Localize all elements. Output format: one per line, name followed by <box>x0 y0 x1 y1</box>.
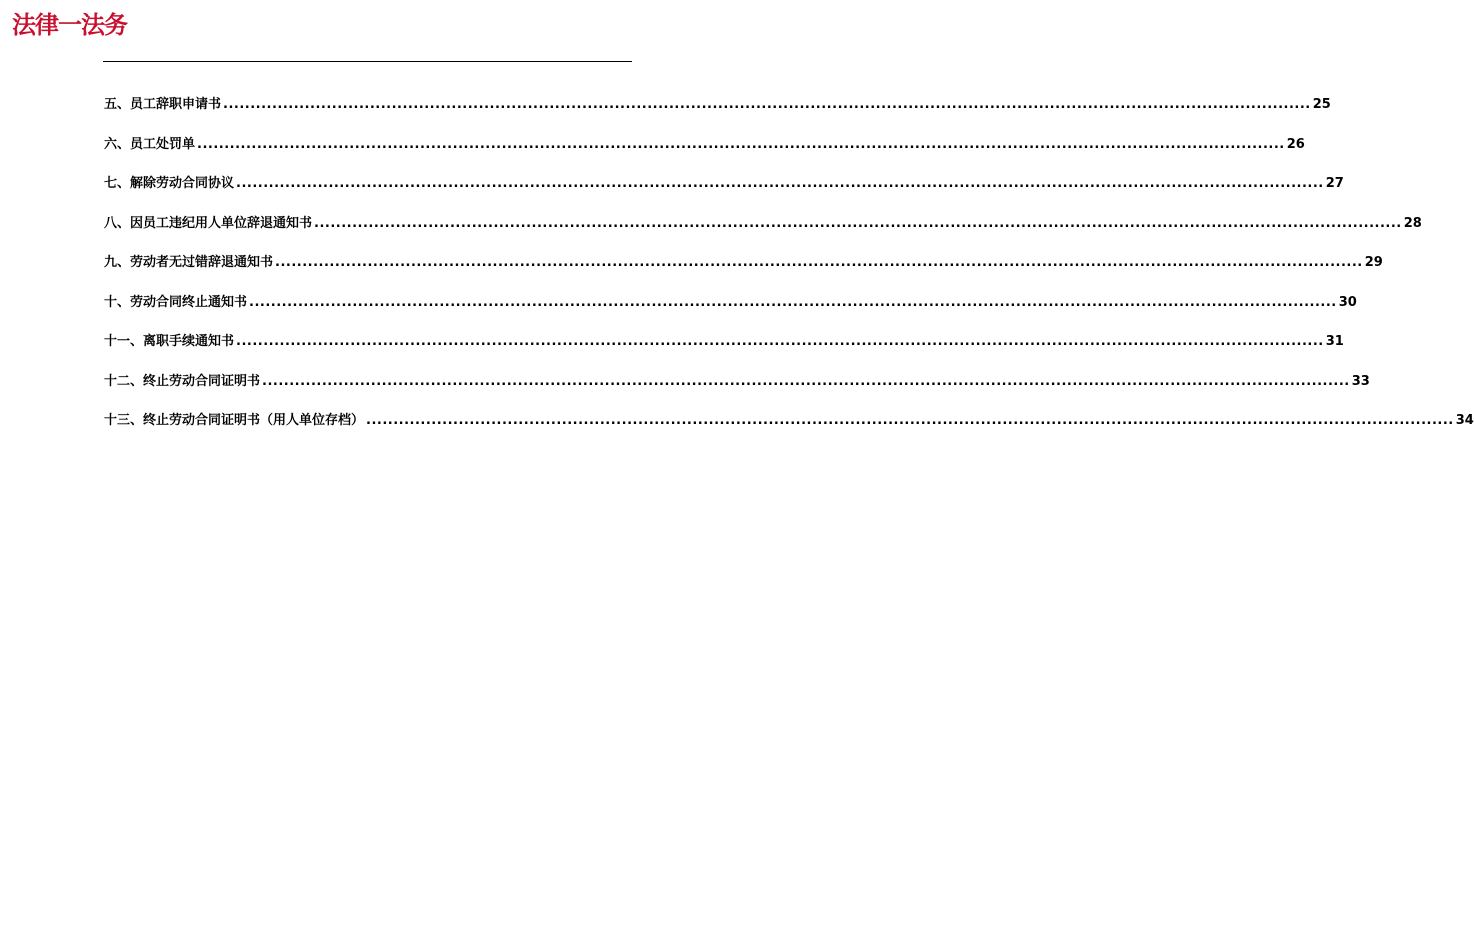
toc-entry-title: 十三、终止劳动合同证明书（用人单位存档） <box>104 413 365 428</box>
toc-entry-title: 十二、终止劳动合同证明书 <box>104 373 261 389</box>
toc-entry[interactable] <box>104 409 1474 449</box>
toc-entry-page: 28 <box>1403 215 1422 231</box>
toc-entry-page: 33 <box>1351 373 1370 389</box>
toc-entry[interactable] <box>104 291 1357 331</box>
toc-entry-page: 27 <box>1325 176 1344 191</box>
toc-dot-leader: ........................................................................................................................................................................................................ <box>223 97 1311 112</box>
toc-entry-title: 五、员工辞职申请书 <box>104 97 222 112</box>
toc-dot-leader: ........................................................................................................................................................................................................ <box>366 413 1454 428</box>
toc-entry-title: 八、因员工违纪用人单位辞退通知书 <box>104 215 313 231</box>
toc-entry-title: 九、劳动者无过错辞退通知书 <box>104 255 274 270</box>
toc-entry-page: 29 <box>1364 255 1383 270</box>
toc-entry[interactable] <box>104 370 1370 410</box>
toc-dot-leader: ........................................................................................................................................................................................................ <box>236 176 1324 191</box>
toc-dot-leader: ........................................................................................................................................................................................................ <box>249 294 1337 310</box>
logo-text: 法律一法务 <box>12 11 127 39</box>
toc-dot-leader: ........................................................................................................................................................................................................ <box>275 255 1363 270</box>
toc-entry-title: 十一、离职手续通知书 <box>104 334 235 349</box>
toc-entry[interactable] <box>104 251 1383 291</box>
toc-entry[interactable] <box>104 330 1344 370</box>
toc-dot-leader: ........................................................................................................................................................................................................ <box>262 373 1350 389</box>
toc-entry-title: 六、员工处罚单 <box>104 136 196 152</box>
logo <box>12 8 127 42</box>
toc-entry-page: 25 <box>1312 97 1331 112</box>
toc-dot-leader: ........................................................................................................................................................................................................ <box>314 215 1402 231</box>
header-rule <box>103 61 632 62</box>
toc-entry[interactable] <box>104 93 1331 133</box>
toc-entry[interactable] <box>104 172 1344 212</box>
toc-entry-page: 26 <box>1286 136 1305 152</box>
toc-entry-page: 34 <box>1455 413 1474 428</box>
toc-entry-page: 30 <box>1338 294 1357 310</box>
toc-entry[interactable] <box>104 212 1422 252</box>
toc-entry-title: 七、解除劳动合同协议 <box>104 176 235 191</box>
table-of-contents <box>104 93 1474 449</box>
toc-dot-leader: ........................................................................................................................................................................................................ <box>197 136 1285 152</box>
toc-entry[interactable] <box>104 133 1305 173</box>
toc-entry-page: 31 <box>1325 334 1344 349</box>
toc-dot-leader: ........................................................................................................................................................................................................ <box>236 334 1324 349</box>
toc-entry-title: 十、劳动合同终止通知书 <box>104 294 248 310</box>
